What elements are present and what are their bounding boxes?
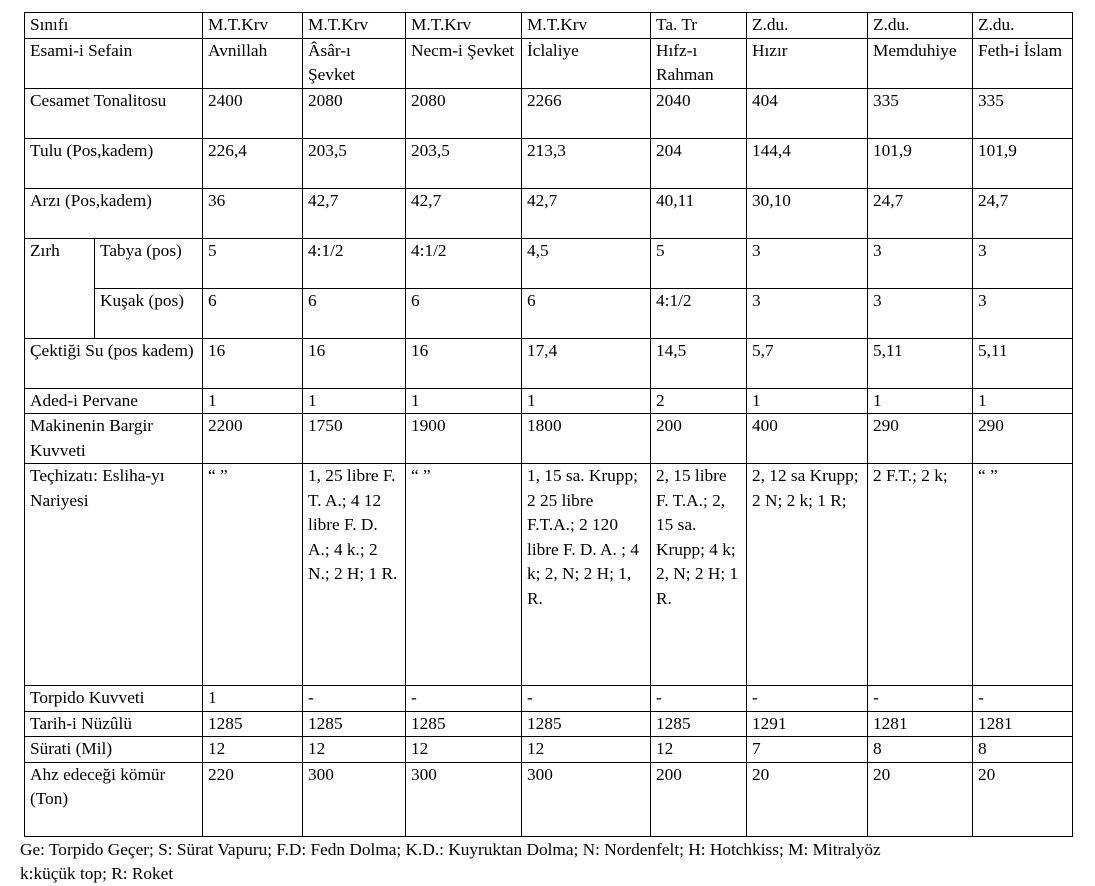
- table-cell: 12: [303, 737, 406, 763]
- table-cell: 290: [868, 414, 973, 464]
- table-cell: 1281: [868, 711, 973, 737]
- table-cell: 2080: [406, 88, 522, 138]
- ship-name-cell: Memduhiye: [868, 38, 973, 88]
- table-cell: 6: [522, 288, 651, 338]
- table-cell: 1285: [303, 711, 406, 737]
- row-torpedo: [25, 686, 1073, 712]
- row-label: Makinenin Bargir Kuvveti: [25, 414, 203, 464]
- table-cell: 5,11: [868, 338, 973, 388]
- table-cell: 2: [651, 388, 747, 414]
- table-cell: 24,7: [973, 188, 1073, 238]
- table-cell: 400: [747, 414, 868, 464]
- table-cell: 5,11: [973, 338, 1073, 388]
- table-cell: 1: [203, 686, 303, 712]
- table-cell: 20: [747, 762, 868, 836]
- class-cell: Z.du.: [747, 13, 868, 39]
- table-cell: 2040: [651, 88, 747, 138]
- footnote-line: Ge: Torpido Geçer; S: Sürat Vapuru; F.D: Fedn Dolma; K.D.: Kuyruktan Dolma; N: Nordenfelt; H: Hotchkiss; M: Mitralyöz: [20, 840, 881, 859]
- table-cell: 335: [868, 88, 973, 138]
- table-cell: 8: [868, 737, 973, 763]
- table-cell: 203,5: [303, 138, 406, 188]
- class-cell: M.T.Krv: [406, 13, 522, 39]
- table-cell: 1285: [522, 711, 651, 737]
- table-cell: 5: [651, 238, 747, 288]
- table-cell: 12: [406, 737, 522, 763]
- table-cell: 300: [522, 762, 651, 836]
- row-label: Sürati (Mil): [25, 737, 203, 763]
- table-cell: 20: [973, 762, 1073, 836]
- table-cell: 12: [522, 737, 651, 763]
- row-label: Teçhizatı: Esliha-yı Nariyesi: [25, 464, 203, 686]
- table-cell: 6: [203, 288, 303, 338]
- table-cell: 1: [303, 388, 406, 414]
- table-cell: 1800: [522, 414, 651, 464]
- table-cell: 2400: [203, 88, 303, 138]
- table-cell: 220: [203, 762, 303, 836]
- row-class: [25, 13, 1073, 39]
- ship-name-cell: Hıfz-ı Rahman: [651, 38, 747, 88]
- table-cell: 16: [406, 338, 522, 388]
- table-cell: 101,9: [868, 138, 973, 188]
- table-cell: 5: [203, 238, 303, 288]
- row-beam: [25, 188, 1073, 238]
- row-launch-date: [25, 711, 1073, 737]
- table-cell: 7: [747, 737, 868, 763]
- table-cell: 12: [203, 737, 303, 763]
- class-cell: M.T.Krv: [203, 13, 303, 39]
- row-label: Arzı (Pos,kadem): [25, 188, 203, 238]
- table-cell: 1: [406, 388, 522, 414]
- warship-specs-table: [24, 12, 1073, 837]
- table-cell: 4,5: [522, 238, 651, 288]
- table-cell: 203,5: [406, 138, 522, 188]
- table-cell: 1285: [406, 711, 522, 737]
- table-cell: 1281: [973, 711, 1073, 737]
- table-cell: 42,7: [406, 188, 522, 238]
- table-cell: -: [747, 686, 868, 712]
- table-cell: 204: [651, 138, 747, 188]
- table-cell: 1285: [651, 711, 747, 737]
- table-cell: 1, 15 sa. Krupp; 2 25 libre F.T.A.; 2 120 libre F. D. A. ; 4 k; 2, N; 2 H; 1, R.: [522, 464, 651, 686]
- table-cell: 404: [747, 88, 868, 138]
- row-label: Tarih-i Nüzûlü: [25, 711, 203, 737]
- table-cell: “ ”: [406, 464, 522, 686]
- table-cell: 2, 15 libre F. T.A.; 2, 15 sa. Krupp; 4 k; 2, N; 2 H; 1 R.: [651, 464, 747, 686]
- table-cell: 42,7: [303, 188, 406, 238]
- table-cell: 2, 12 sa Krupp; 2 N; 2 k; 1 R;: [747, 464, 868, 686]
- table-cell: 200: [651, 414, 747, 464]
- table-cell: 1: [203, 388, 303, 414]
- table-cell: 226,4: [203, 138, 303, 188]
- class-cell: Z.du.: [868, 13, 973, 39]
- table-cell: 3: [973, 288, 1073, 338]
- table-cell: 1: [973, 388, 1073, 414]
- table-cell: 16: [203, 338, 303, 388]
- table-cell: 30,10: [747, 188, 868, 238]
- row-label: Tulu (Pos,kadem): [25, 138, 203, 188]
- row-tonnage: [25, 88, 1073, 138]
- table-cell: 2266: [522, 88, 651, 138]
- row-sublabel: Kuşak (pos): [95, 288, 203, 338]
- table-cell: 3: [973, 238, 1073, 288]
- footnote: [20, 838, 1090, 886]
- table-cell: 200: [651, 762, 747, 836]
- table-cell: -: [973, 686, 1073, 712]
- table-cell: -: [406, 686, 522, 712]
- ship-name-cell: Avnillah: [203, 38, 303, 88]
- table-cell: 40,11: [651, 188, 747, 238]
- table-cell: 101,9: [973, 138, 1073, 188]
- table-cell: 2 F.T.; 2 k;: [868, 464, 973, 686]
- table-cell: 6: [406, 288, 522, 338]
- row-speed: [25, 737, 1073, 763]
- table-cell: -: [303, 686, 406, 712]
- table-cell: 335: [973, 88, 1073, 138]
- row-armor-battery: [25, 238, 1073, 288]
- table-cell: 17,4: [522, 338, 651, 388]
- table-body: [25, 13, 1073, 837]
- table-cell: -: [868, 686, 973, 712]
- row-label: Ahz edeceği kömür (Ton): [25, 762, 203, 836]
- row-propellers: [25, 388, 1073, 414]
- table-cell: 4:1/2: [651, 288, 747, 338]
- class-cell: Ta. Tr: [651, 13, 747, 39]
- table-cell: 300: [303, 762, 406, 836]
- table-cell: 1: [522, 388, 651, 414]
- class-cell: Z.du.: [973, 13, 1073, 39]
- row-label: Sınıfı: [25, 13, 203, 39]
- table-cell: “ ”: [973, 464, 1073, 686]
- row-label: Aded-i Pervane: [25, 388, 203, 414]
- ship-name-cell: Hızır: [747, 38, 868, 88]
- ship-name-cell: İclaliye: [522, 38, 651, 88]
- row-label: Torpido Kuvveti: [25, 686, 203, 712]
- table-cell: 16: [303, 338, 406, 388]
- ship-name-cell: Âsâr-ı Şevket: [303, 38, 406, 88]
- table-cell: 1285: [203, 711, 303, 737]
- armor-group-label: Zırh: [25, 238, 95, 338]
- table-cell: 4:1/2: [406, 238, 522, 288]
- table-cell: 3: [747, 288, 868, 338]
- footnote-line: k:küçük top; R: Roket: [20, 864, 174, 883]
- table-cell: -: [522, 686, 651, 712]
- table-cell: 1291: [747, 711, 868, 737]
- table-cell: 4:1/2: [303, 238, 406, 288]
- table-cell: 20: [868, 762, 973, 836]
- table-cell: 1900: [406, 414, 522, 464]
- row-label: Cesamet Tonalitosu: [25, 88, 203, 138]
- table-cell: 2080: [303, 88, 406, 138]
- table-cell: 2200: [203, 414, 303, 464]
- table-cell: 42,7: [522, 188, 651, 238]
- row-label: Esami-i Sefain: [25, 38, 203, 88]
- table-cell: 24,7: [868, 188, 973, 238]
- row-length: [25, 138, 1073, 188]
- table-cell: -: [651, 686, 747, 712]
- table-cell: 1: [868, 388, 973, 414]
- table-cell: 6: [303, 288, 406, 338]
- table-cell: 3: [868, 238, 973, 288]
- table-cell: 1750: [303, 414, 406, 464]
- table-cell: 1: [747, 388, 868, 414]
- table-cell: 5,7: [747, 338, 868, 388]
- table-cell: 1, 25 libre F. T. A.; 4 12 libre F. D. A.; 4 k.; 2 N.; 2 H; 1 R.: [303, 464, 406, 686]
- class-cell: M.T.Krv: [303, 13, 406, 39]
- row-sublabel: Tabya (pos): [95, 238, 203, 288]
- table-cell: “ ”: [203, 464, 303, 686]
- row-armor-belt: [25, 288, 1073, 338]
- table-cell: 213,3: [522, 138, 651, 188]
- row-armament: [25, 464, 1073, 686]
- document: [24, 12, 1072, 837]
- ship-name-cell: Feth-i İslam: [973, 38, 1073, 88]
- row-horsepower: [25, 414, 1073, 464]
- table-cell: 8: [973, 737, 1073, 763]
- row-label: Çektiği Su (pos kadem): [25, 338, 203, 388]
- row-coal: [25, 762, 1073, 836]
- ship-name-cell: Necm-i Şevket: [406, 38, 522, 88]
- row-ship-names: [25, 38, 1073, 88]
- table-cell: 14,5: [651, 338, 747, 388]
- table-cell: 36: [203, 188, 303, 238]
- table-cell: 3: [868, 288, 973, 338]
- table-cell: 3: [747, 238, 868, 288]
- table-cell: 12: [651, 737, 747, 763]
- table-cell: 300: [406, 762, 522, 836]
- table-cell: 144,4: [747, 138, 868, 188]
- class-cell: M.T.Krv: [522, 13, 651, 39]
- table-cell: 290: [973, 414, 1073, 464]
- row-draft: [25, 338, 1073, 388]
